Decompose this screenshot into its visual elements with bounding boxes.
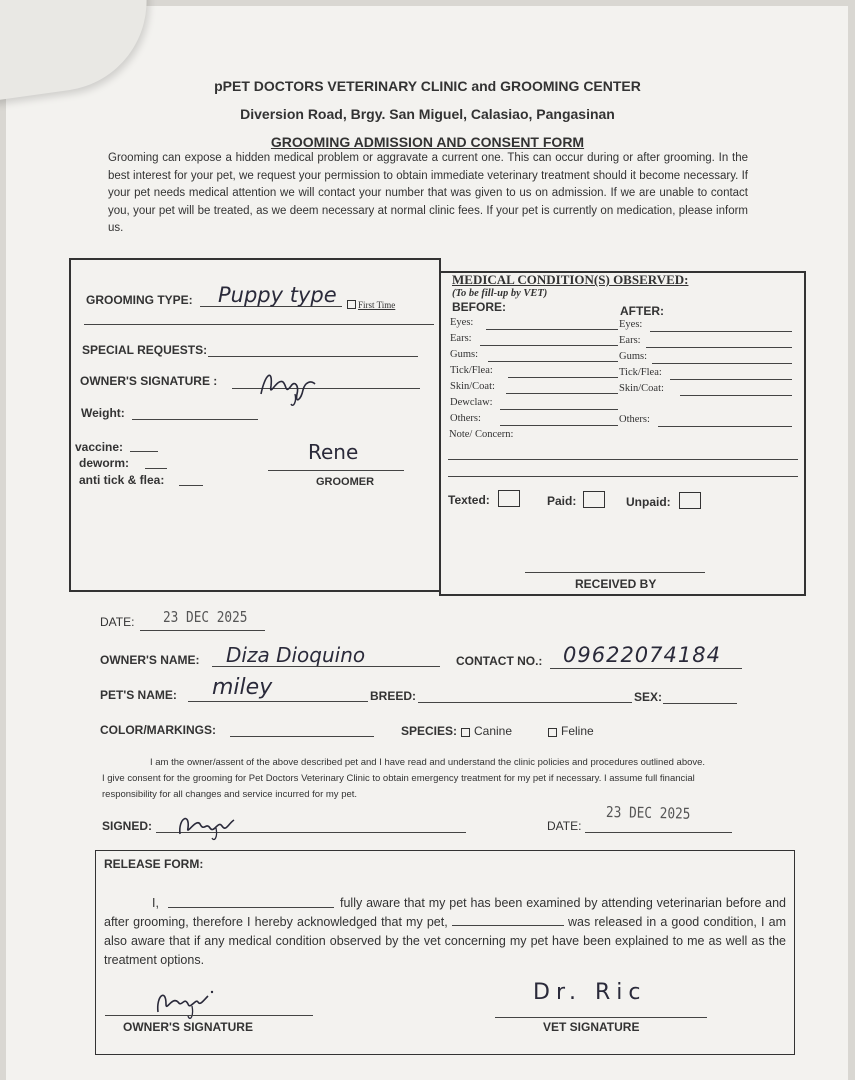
- date-stamp: 23 DEC 2025: [163, 608, 248, 626]
- before-label: BEFORE:: [452, 300, 506, 314]
- vaccine-label: vaccine:: [75, 440, 124, 454]
- after-item-label: Eyes:: [619, 319, 643, 330]
- groomer-label: GROOMER: [316, 476, 375, 488]
- grooming-type-line-2: [84, 324, 434, 325]
- after-item-label: Gums:: [619, 351, 648, 362]
- before-item-line: [506, 393, 618, 394]
- feline-checkbox[interactable]: [548, 728, 557, 737]
- owner-signature-label: OWNER'S SIGNATURE :: [80, 374, 218, 388]
- unpaid-label: Unpaid:: [626, 495, 671, 509]
- date-label: DATE:: [100, 615, 135, 629]
- vet-sig-label: VET SIGNATURE: [543, 1020, 640, 1034]
- release-owner-sig-label: OWNER'S SIGNATURE: [123, 1020, 253, 1034]
- vaccine-line: [130, 451, 158, 452]
- canine-checkbox[interactable]: [461, 728, 470, 737]
- date-line: [140, 630, 265, 631]
- groomer-value: Rene: [308, 440, 359, 464]
- after-item-line: [658, 426, 792, 427]
- anti-tick-label: anti tick & flea:: [79, 473, 165, 487]
- before-item-line: [488, 361, 618, 362]
- consent-line-2: I give consent for the grooming for Pet Doctors Veterinary Clinic to obtain emergency treatment for my pet if necessary. I assume full financial responsibility for all changes and service incurred for my pet.: [102, 773, 695, 800]
- form-title: GROOMING ADMISSION AND CONSENT FORM: [270, 134, 585, 150]
- release-title: RELEASE FORM:: [104, 857, 204, 871]
- before-item-line: [508, 377, 618, 378]
- contact-value: 09622074184: [563, 643, 721, 667]
- color-label: COLOR/MARKINGS:: [100, 723, 216, 737]
- pet-name-label: PET'S NAME:: [100, 688, 177, 702]
- release-text-2-span: fully aware that my pet has been examined by attending veterinarian before and after grooming, therefore I hereby acknowledged that my pet,: [104, 896, 786, 929]
- after-item-label: Tick/Flea:: [619, 367, 662, 378]
- medical-title: MEDICAL CONDITION(S) OBSERVED:: [452, 272, 689, 287]
- unpaid-checkbox[interactable]: [679, 492, 701, 509]
- groomer-line: [268, 470, 404, 471]
- canine-label: Canine: [474, 724, 513, 738]
- before-item-label: Skin/Coat:: [450, 381, 495, 392]
- after-item-label: Ears:: [619, 335, 641, 346]
- species-label: SPECIES:: [401, 724, 458, 738]
- received-by-label: RECEIVED BY: [575, 577, 657, 591]
- before-item-label: Eyes:: [450, 317, 474, 328]
- signed-label: SIGNED:: [102, 819, 153, 833]
- clinic-address: Diversion Road, Brgy. San Miguel, Calasiao, Pangasinan: [240, 106, 615, 122]
- after-label: AFTER:: [620, 304, 664, 318]
- feline-label: Feline: [561, 724, 594, 738]
- consent-date-label: DATE:: [547, 819, 582, 833]
- first-time-label: First Time: [358, 300, 396, 310]
- clinic-name: pPET DOCTORS VETERINARY CLINIC and GROOMING CENTER: [214, 78, 641, 94]
- special-requests-label: SPECIAL REQUESTS:: [82, 343, 208, 357]
- before-item-label: Dewclaw:: [450, 397, 493, 408]
- after-item-line: [680, 395, 792, 396]
- after-item-line: [652, 363, 792, 364]
- owner-name-label: OWNER'S NAME:: [100, 653, 200, 667]
- first-time-checkbox[interactable]: [347, 300, 356, 309]
- breed-label: BREED:: [370, 689, 417, 703]
- note-line-1: [448, 459, 798, 460]
- anti-tick-line: [179, 485, 203, 486]
- before-item-line: [500, 409, 618, 410]
- received-by-line: [525, 572, 705, 573]
- release-text-3-span: was released in a good condition, I am also aware that if any medical condition observed by the vet concerning my pet have been explained to me as well as the treatment options.: [104, 915, 786, 967]
- texted-checkbox[interactable]: [498, 490, 520, 507]
- paid-checkbox[interactable]: [583, 491, 605, 508]
- note-label: Note/ Concern:: [449, 429, 514, 440]
- special-requests-line: [208, 356, 418, 357]
- deworm-label: deworm:: [79, 456, 130, 470]
- release-pet-line: [452, 913, 564, 926]
- release-owner-signature: [150, 982, 220, 1022]
- after-item-label: Skin/Coat:: [619, 383, 664, 394]
- before-item-line: [480, 345, 618, 346]
- after-item-line: [646, 347, 792, 348]
- before-item-line: [500, 425, 618, 426]
- consent-date-line: [585, 832, 732, 833]
- color-line: [230, 736, 374, 737]
- after-item-line: [650, 331, 792, 332]
- vet-signature: Dr. Ric: [533, 980, 647, 1005]
- deworm-line: [145, 468, 167, 469]
- after-item-line: [670, 379, 792, 380]
- release-text-1: I,: [152, 896, 159, 910]
- release-text-2: [104, 894, 786, 970]
- sex-label: SEX:: [634, 690, 663, 704]
- release-owner-sig-line: [105, 1015, 313, 1016]
- before-item-label: Ears:: [450, 333, 472, 344]
- pet-name-line: [188, 701, 368, 702]
- texted-label: Texted:: [448, 493, 490, 507]
- grooming-type-value: Puppy type: [218, 283, 337, 307]
- after-item-label: Others:: [619, 414, 650, 425]
- before-item-label: Tick/Flea:: [450, 365, 493, 376]
- note-line-2: [448, 476, 798, 477]
- consent-signature: [172, 806, 242, 842]
- weight-line: [132, 419, 258, 420]
- owner-signature: [255, 364, 325, 408]
- vet-sig-line: [495, 1017, 707, 1018]
- paid-label: Paid:: [547, 494, 577, 508]
- medical-subtitle: (To be fill-up by VET): [452, 288, 548, 299]
- pet-name-value: miley: [212, 675, 273, 700]
- sex-line: [663, 703, 737, 704]
- consent-line-1: I am the owner/assent of the above described pet and I have read and understand the clinic policies and procedures outlined above.: [150, 757, 706, 768]
- before-item-label: Others:: [450, 413, 481, 424]
- contact-line: [550, 668, 742, 669]
- intro-paragraph: Grooming can expose a hidden medical problem or aggravate a current one. This can occur during or after grooming. In the best interest for your pet, we request your permission to obtain immediate veterinary treatment should it become necessary. If your pet needs medical attention we will contact your number that was given to us on admission. If we are unable to contact you, your pet will be treated, as we deem necessary at normal clinic fees. If your pet is currently on medication, please inform us.: [108, 152, 748, 234]
- contact-label: CONTACT NO.:: [456, 654, 543, 668]
- before-item-line: [486, 329, 618, 330]
- weight-label: Weight:: [81, 406, 125, 420]
- consent-date-stamp: 23 DEC 2025: [605, 803, 691, 823]
- breed-line: [418, 702, 632, 703]
- before-item-label: Gums:: [450, 349, 479, 360]
- owner-name-value: Diza Dioquino: [226, 643, 366, 667]
- grooming-type-label: GROOMING TYPE:: [86, 293, 193, 307]
